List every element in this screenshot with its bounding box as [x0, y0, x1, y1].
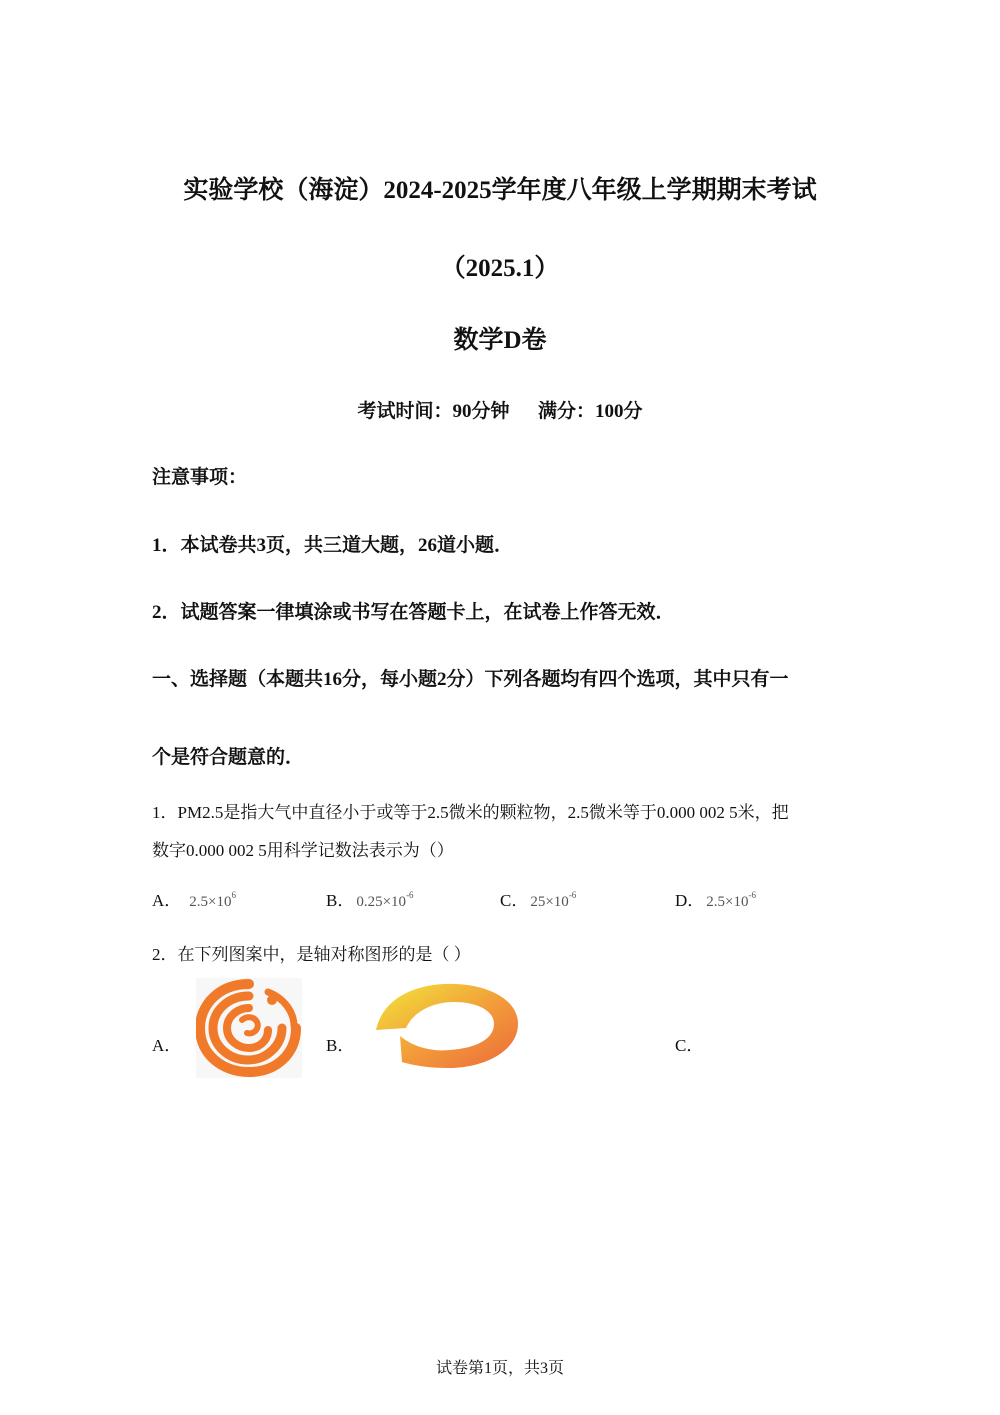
exam-subject: 数学D卷 — [453, 327, 547, 354]
phoenix-logo-image — [196, 978, 302, 1078]
exam-date: （2025.1） — [440, 255, 560, 282]
note-item: 1．本试卷共3页，共三道大题，26道小题． — [152, 535, 514, 556]
ring-shape-image — [372, 978, 520, 1070]
question-2-text: 2．在下列图案中，是轴对称图形的是（ ） — [152, 945, 471, 964]
note-item: 2．试题答案一律填涂或书写在答题卡上，在试卷上作答无效． — [152, 602, 675, 623]
question-2-option-a-label: A． — [152, 1036, 182, 1055]
option-value: $0.25\times 10^{-6}$ — [356, 890, 414, 910]
question-1-option-c — [500, 886, 576, 911]
exam-info: 考试时间：90分钟 满分：100分 — [357, 401, 643, 422]
page-footer: 试卷第1页，共3页 — [435, 1360, 564, 1377]
option-value: $25\times 10^{-6}$ — [530, 890, 577, 910]
option-label: C． — [500, 891, 529, 910]
question-1-option-d — [675, 886, 756, 911]
notes-heading: 注意事项： — [152, 467, 248, 488]
option-value: $2.5\times 10^6$ — [189, 890, 236, 910]
option-label: D． — [675, 891, 705, 910]
question-1-text: 1．PM2.5是指大气中直径小于或等于2.5微米的颗粒物，2.5微米等于0.000 002 5米，把 — [152, 803, 789, 822]
section-heading-cont: 个是符合题意的． — [152, 747, 305, 768]
question-2-option-c-label: C． — [675, 1036, 704, 1055]
option-value: $2.5\times 10^{-6}$ — [706, 890, 756, 910]
exam-title: 实验学校（海淀）2024-2025学年度八年级上学期期末考试 — [183, 177, 817, 204]
question-1-option-a — [152, 886, 236, 911]
option-label: A． — [152, 891, 182, 910]
option-label: B． — [326, 891, 355, 910]
question-2-option-b-label: B． — [326, 1036, 355, 1055]
section-heading: 一、选择题（本题共16分，每小题2分）下列各题均有四个选项，其中只有一 — [152, 669, 789, 690]
question-1-option-b — [326, 886, 414, 911]
question-1-text-cont: 数字0.000 002 5用科学记数法表示为（） — [152, 841, 454, 860]
